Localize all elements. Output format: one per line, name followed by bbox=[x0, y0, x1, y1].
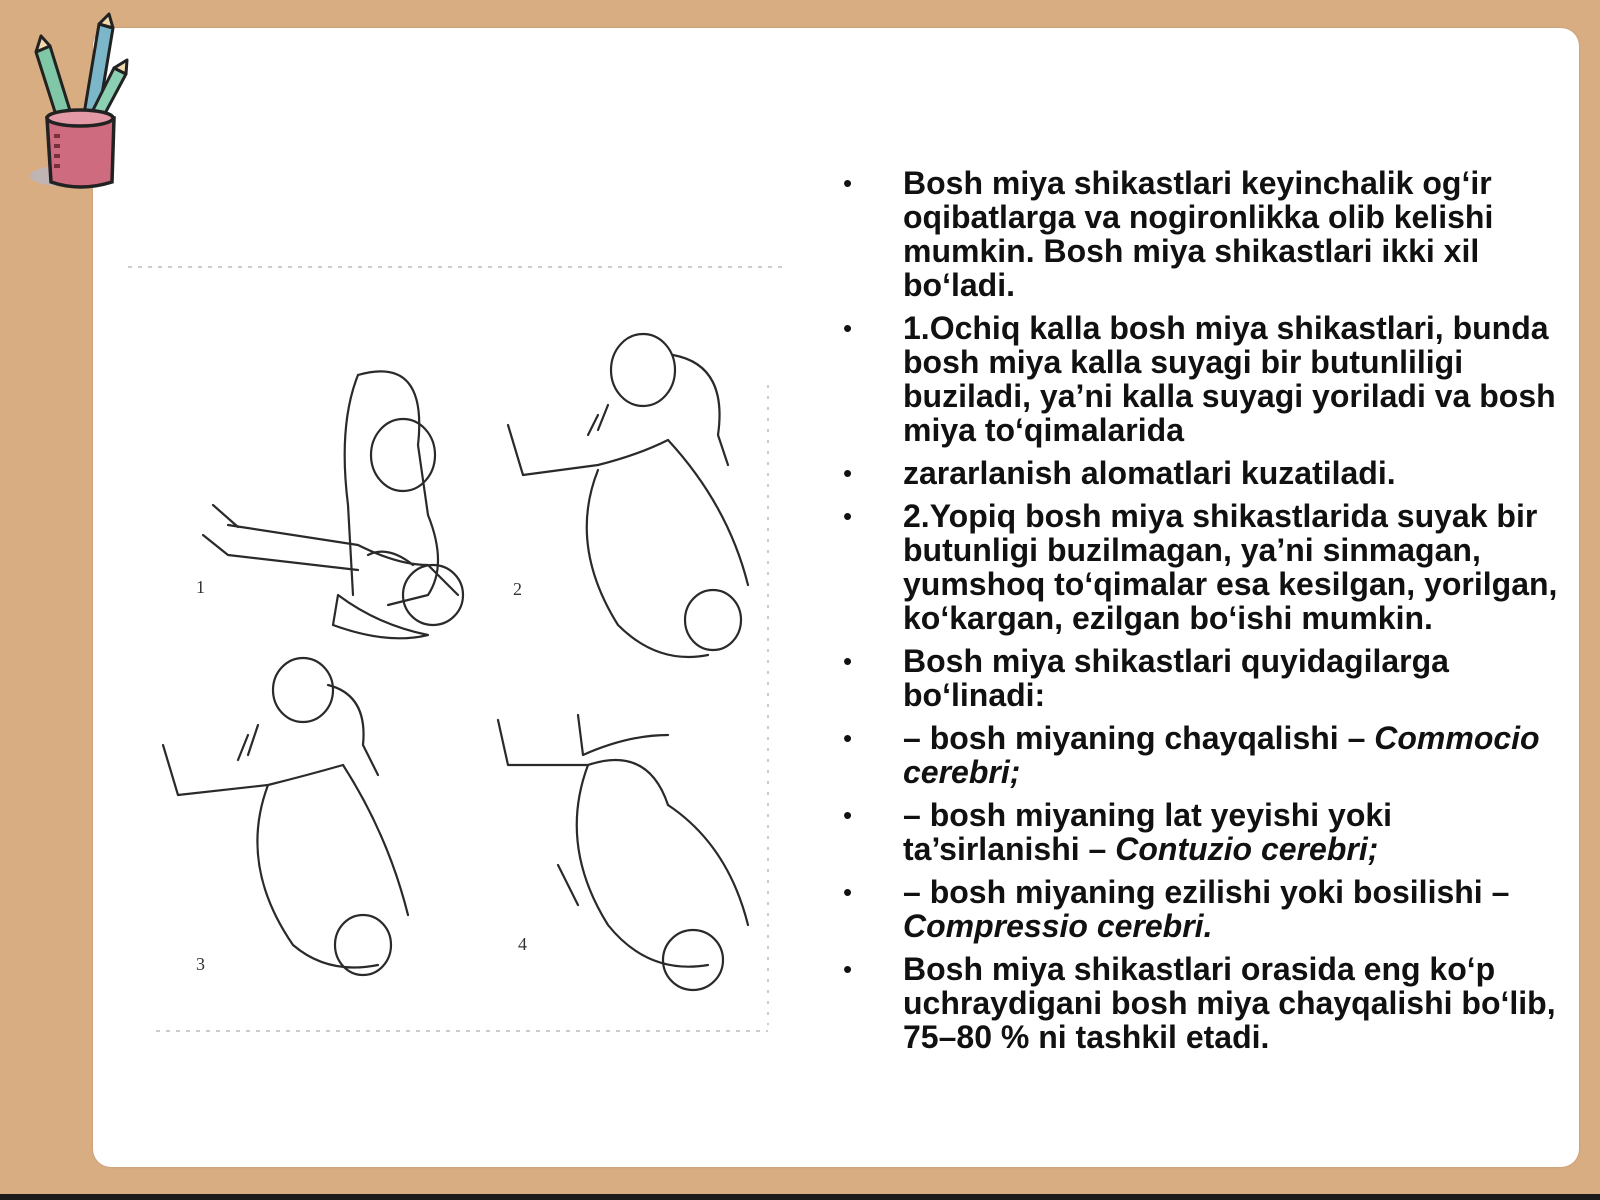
list-item bbox=[843, 721, 1563, 789]
panel-number: 3 bbox=[196, 954, 205, 974]
bullet-marker: • bbox=[843, 501, 853, 531]
list-item bbox=[843, 499, 1563, 635]
bullet-text: 2.Yopiq bosh miya shikastlarida suyak bir butunligi buzilmagan, ya’ni sinmagan, yumshoq to‘qimalar esa kesilgan, yorilgan, ko‘kargan, ezilgan bo‘ishi mumkin. bbox=[903, 498, 1558, 636]
bullet-marker: • bbox=[843, 723, 853, 753]
bullet-list bbox=[843, 166, 1563, 1063]
panel-number: 4 bbox=[518, 934, 527, 954]
bullet-marker: • bbox=[843, 168, 853, 198]
latin-term: Commocio cerebri; bbox=[903, 720, 1540, 790]
bullet-text: – bosh miyaning ezilishi yoki bosilishi – bbox=[903, 874, 1510, 910]
bullet-marker: • bbox=[843, 313, 853, 343]
bullet-text: 1.Ochiq kalla bosh miya shikastlari, bunda bosh miya kalla suyagi bir butunliligi buziladi, ya’ni kalla suyagi yoriladi va bosh miya to‘qimalarida bbox=[903, 310, 1556, 448]
bullet-text: zararlanish alomatlari kuzatiladi. bbox=[903, 455, 1396, 491]
list-item bbox=[843, 644, 1563, 712]
list-item bbox=[843, 875, 1563, 943]
list-item bbox=[843, 952, 1563, 1054]
list-item bbox=[843, 311, 1563, 447]
list-item bbox=[843, 798, 1563, 866]
panel-number: 1 bbox=[196, 577, 205, 597]
pencil-cup-icon bbox=[14, 10, 134, 195]
bottom-bar bbox=[0, 1194, 1600, 1200]
panel-number: 2 bbox=[513, 579, 522, 599]
bullet-marker: • bbox=[843, 877, 853, 907]
recovery-position-illustration bbox=[128, 265, 788, 1055]
list-item bbox=[843, 166, 1563, 302]
bullet-text: – bosh miyaning chayqalishi – bbox=[903, 720, 1375, 756]
bullet-text: – bosh miyaning lat yeyishi yoki ta’sirlanishi – bbox=[903, 797, 1393, 867]
bullet-text: Bosh miya shikastlari keyinchalik og‘ir oqibatlarga va nogironlikka olib kelishi mumkin. Bosh miya shikastlari ikki xil bo‘ladi. bbox=[903, 165, 1494, 303]
bullet-marker: • bbox=[843, 954, 853, 984]
latin-term: Contuzio cerebri; bbox=[1115, 831, 1379, 867]
bullet-text: Bosh miya shikastlari quyidagilarga bo‘linadi: bbox=[903, 643, 1449, 713]
bullet-marker: • bbox=[843, 646, 853, 676]
bullet-marker: • bbox=[843, 800, 853, 830]
latin-term: Compressio cerebri. bbox=[903, 908, 1213, 944]
bullet-marker: • bbox=[843, 458, 853, 488]
list-item bbox=[843, 456, 1563, 490]
bullet-text: Bosh miya shikastlari orasida eng ko‘p uchraydigani bosh miya chayqalishi bo‘lib, 75–80 % ni tashkil etadi. bbox=[903, 951, 1556, 1055]
